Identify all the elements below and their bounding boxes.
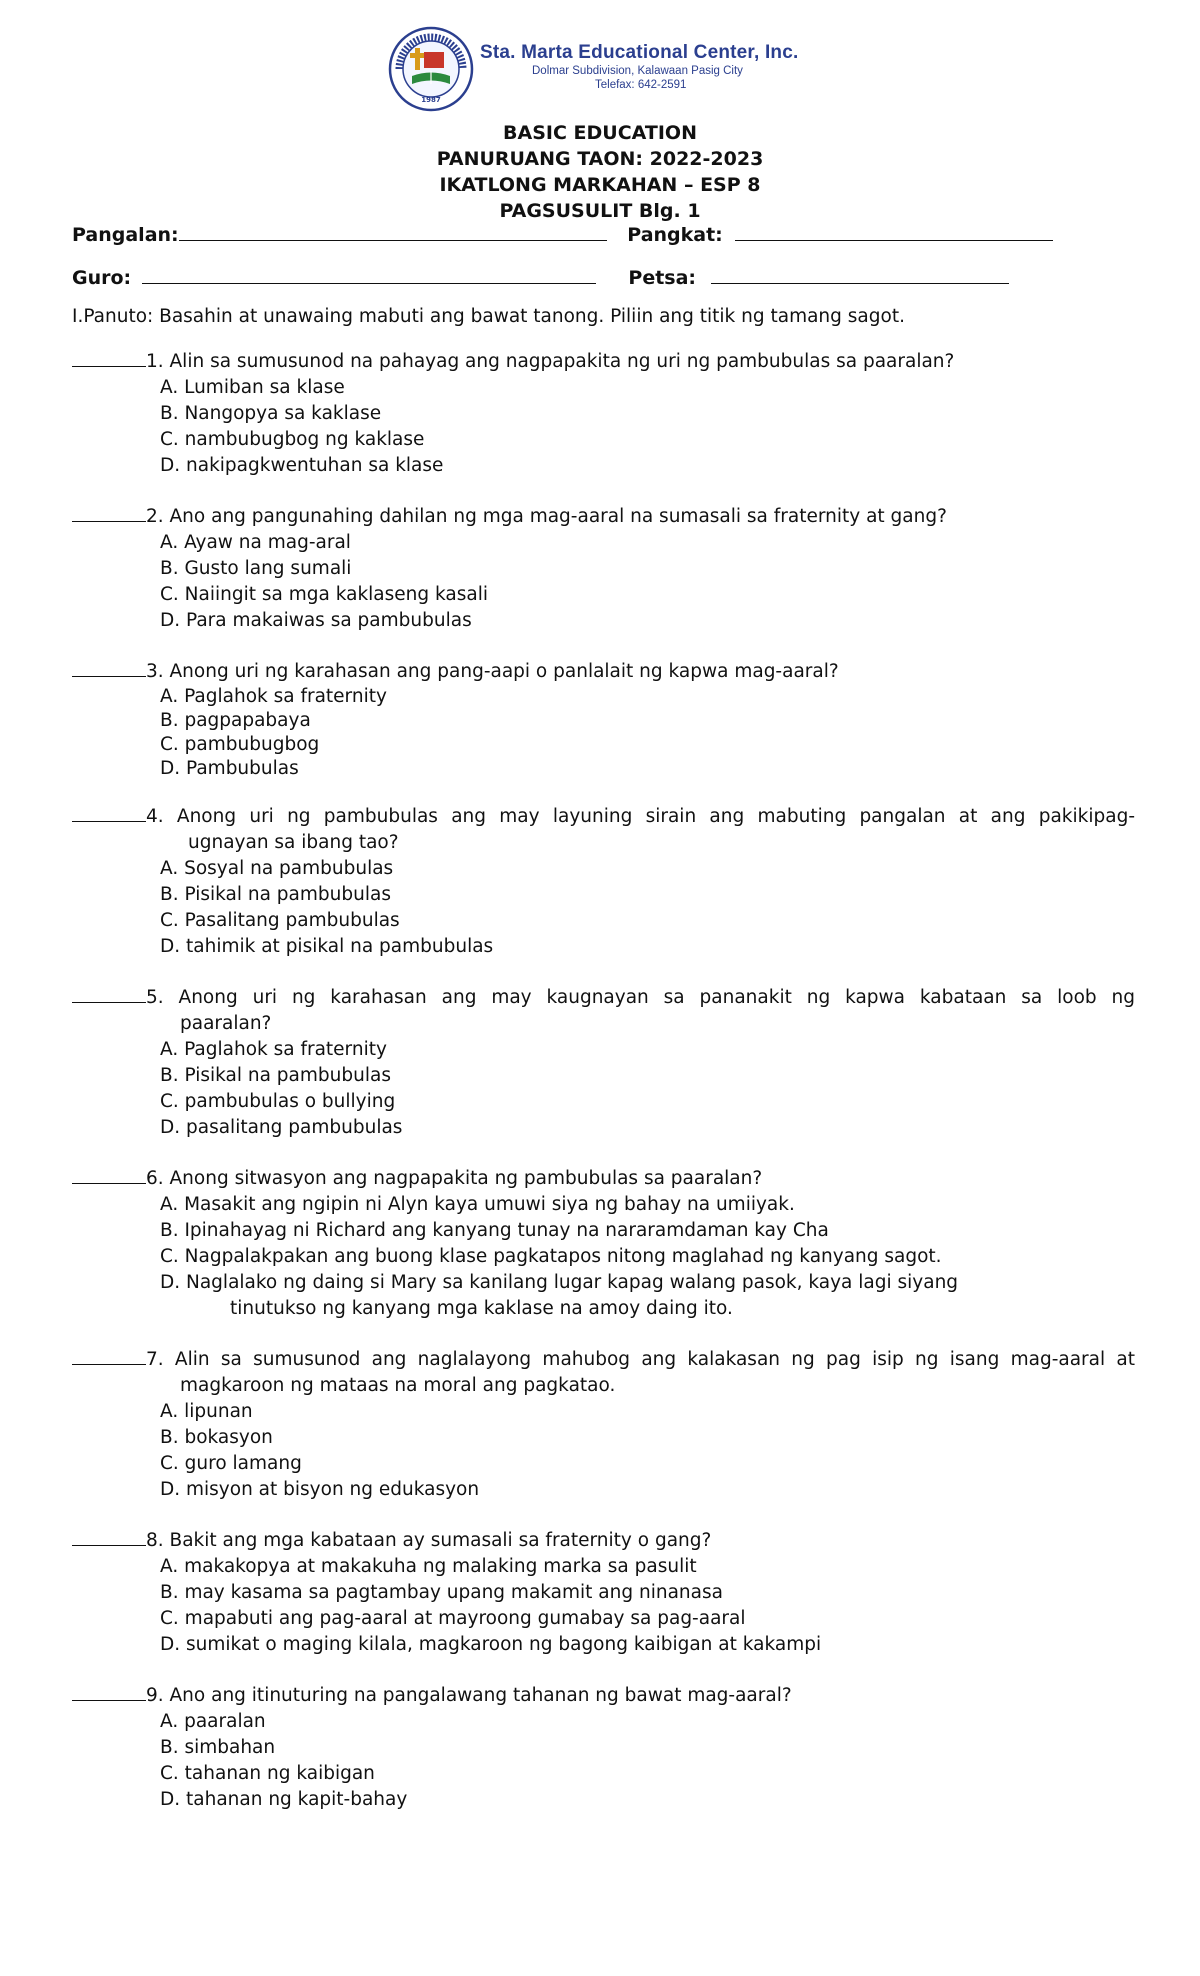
choice: B. Pisikal na pambubulas [160,1065,391,1086]
choice: D. Pambubulas [160,758,299,779]
guro-input[interactable] [142,282,596,284]
choice: D. pasalitang pambubulas [160,1117,403,1138]
field-row-teacher [72,267,1009,289]
choice: D. tahimik at pisikal na pambubulas [160,936,494,957]
choice: C. nambubugbog ng kaklase [160,429,425,450]
answer-blank[interactable] [72,520,146,522]
pangalan-label: Pangalan: [72,224,179,246]
letterhead [388,26,798,112]
choice: B. may kasama sa pagtambay upang makamit ang ninanasa [160,1582,723,1603]
choice: D. nakipagkwentuhan sa klase [160,455,444,476]
choice: D. sumikat o maging kilala, magkaroon ng bagong kaibigan at kakampi [160,1634,822,1655]
guro-label: Guro: [72,267,132,289]
question-8 [72,1528,1135,1658]
answer-blank[interactable] [72,1363,146,1365]
choice: C. Naiingit sa mga kaklaseng kasali [160,584,488,605]
question-text: 5. Anong uri ng karahasan ang may kaugnayan sa pananakit ng kapwa kabataan sa loob ng [146,987,1135,1008]
question-text: 2. Ano ang pangunahing dahilan ng mga mag-aaral na sumasali sa fraternity at gang? [146,506,947,527]
petsa-label: Petsa: [628,267,697,289]
choice: A. Paglahok sa fraternity [160,686,387,707]
title-line: PAGSUSULIT Blg. 1 [499,200,701,222]
question-text: 3. Anong uri ng karahasan ang pang-aapi o panlalait ng kapwa mag-aaral? [146,661,839,682]
choice: C. mapabuti ang pag-aaral at mayroong gumabay sa pag-aaral [160,1608,746,1629]
answer-blank[interactable] [72,820,146,822]
choice: D. tahanan ng kapit-bahay [160,1789,408,1810]
question-1 [72,349,1135,479]
choice: B. Nangopya sa kaklase [160,403,382,424]
choice: A. Paglahok sa fraternity [160,1039,387,1060]
answer-blank[interactable] [72,675,146,677]
question-text-cont: magkaroon ng mataas na moral ang pagkatao. [180,1375,616,1396]
choice: A. lipunan [160,1401,253,1422]
instruction: I.Panuto: Basahin at unawaing mabuti ang bawat tanong. Piliin ang titik ng tamang sagot. [72,306,905,327]
choice: B. simbahan [160,1737,276,1758]
question-text-cont: ugnayan sa ibang tao? [188,832,399,853]
choice: D. Para makaiwas sa pambubulas [160,610,472,631]
choice: C. pambubugbog [160,734,320,755]
title-line: BASIC EDUCATION [503,122,697,144]
school-address: Dolmar Subdivision, Kalawaan Pasig City [532,65,743,77]
exam-titles [0,120,1200,224]
question-text: 9. Ano ang itinuturing na pangalawang tahanan ng bawat mag-aaral? [146,1685,792,1706]
question-text-cont: paaralan? [180,1013,272,1034]
choice: B. Gusto lang sumali [160,558,352,579]
question-text: 6. Anong sitwasyon ang nagpapakita ng pambubulas sa paaralan? [146,1168,763,1189]
school-info [480,42,798,92]
school-telefax: Telefax: 642-2591 [595,79,687,91]
choice: C. guro lamang [160,1453,302,1474]
answer-blank[interactable] [72,1182,146,1184]
question-3 [72,659,1135,781]
question-5 [72,985,1135,1141]
choice: B. Ipinahayag ni Richard ang kanyang tunay na nararamdaman kay Cha [160,1220,829,1241]
question-6 [72,1166,1135,1322]
field-row-name [72,224,1053,246]
choice: C. tahanan ng kaibigan [160,1763,375,1784]
pangalan-input[interactable] [179,239,607,241]
school-name: Sta. Marta Educational Center, Inc. [480,42,799,63]
choice: A. Lumiban sa klase [160,377,345,398]
question-text: 7. Alin sa sumusunod ang naglalayong mahubog ang kalakasan ng pag isip ng isang mag-aaral at [146,1349,1135,1370]
choice: D. Naglalako ng daing si Mary sa kanilang lugar kapag walang pasok, kaya lagi siyang [160,1272,959,1293]
question-4 [72,804,1135,960]
choice: B. bokasyon [160,1427,273,1448]
choice: D. misyon at bisyon ng edukasyon [160,1479,480,1500]
question-text: 4. Anong uri ng pambubulas ang may layuning sirain ang mabuting pangalan at ang pakikipag- [146,806,1135,827]
title-line: IKATLONG MARKAHAN – ESP 8 [439,174,761,196]
choice: A. makakopya at makakuha ng malaking marka sa pasulit [160,1556,697,1577]
choice: B. Pisikal na pambubulas [160,884,391,905]
petsa-input[interactable] [711,282,1009,284]
seal-year: 1987 [421,96,441,104]
question-9 [72,1683,1135,1813]
choice: C. pambubulas o bullying [160,1091,396,1112]
title-line: PANURUANG TAON: 2022-2023 [436,148,764,170]
choice: A. Sosyal na pambubulas [160,858,394,879]
choice: C. Pasalitang pambubulas [160,910,400,931]
question-text: 1. Alin sa sumusunod na pahayag ang nagpapakita ng uri ng pambubulas sa paaralan? [146,351,955,372]
pangkat-input[interactable] [735,239,1053,241]
choice: A. Masakit ang ngipin ni Alyn kaya umuwi siya ng bahay na umiiyak. [160,1194,795,1215]
choice: A. Ayaw na mag-aral [160,532,351,553]
answer-blank[interactable] [72,1699,146,1701]
question-text: 8. Bakit ang mga kabataan ay sumasali sa fraternity o gang? [146,1530,712,1551]
answer-blank[interactable] [72,1001,146,1003]
answer-blank[interactable] [72,1544,146,1546]
school-seal-icon [388,26,474,112]
choice: B. pagpapabaya [160,710,311,731]
question-7 [72,1347,1135,1503]
question-2 [72,504,1135,634]
pangkat-label: Pangkat: [627,224,723,246]
choice: A. paaralan [160,1711,266,1732]
choice-cont: tinutukso ng kanyang mga kaklase na amoy daing ito. [230,1298,733,1319]
answer-blank[interactable] [72,365,146,367]
choice: C. Nagpalakpakan ang buong klase pagkatapos nitong maglahad ng kanyang sagot. [160,1246,942,1267]
